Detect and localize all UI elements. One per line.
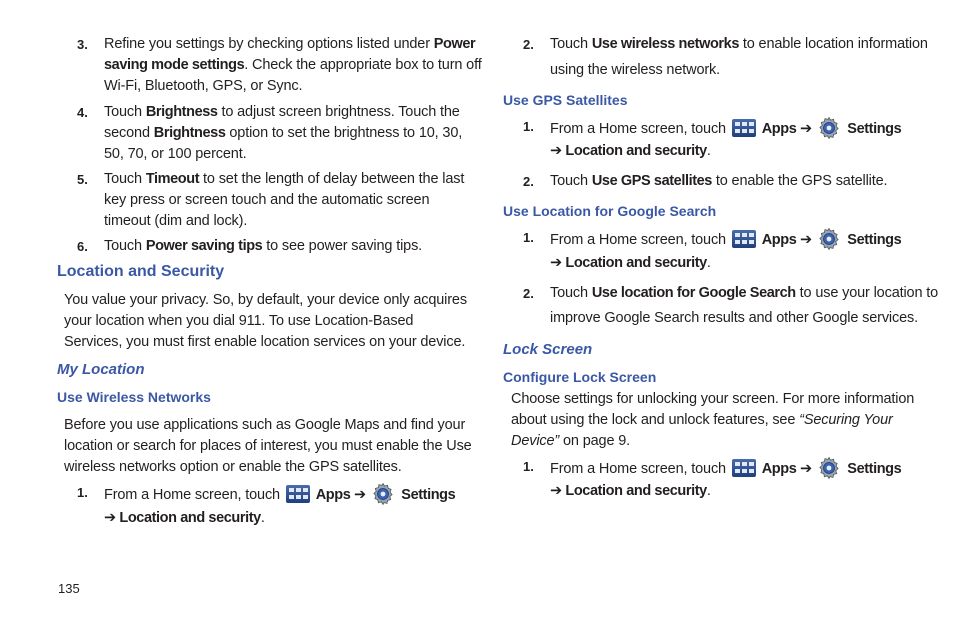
list-item-text: Touch Use location for Google Search to use your location to <box>550 285 939 301</box>
list-item-text: 50, 70, or 100 percent. <box>104 146 247 162</box>
list-item-text: Refine you settings by checking options listed under Power <box>104 36 476 52</box>
apps-icon <box>286 485 310 503</box>
list-item-text: From a Home screen, touch Apps ➔ Settings <box>104 482 455 506</box>
paragraph-text: about using the lock and unlock features, see “Securing Your <box>511 412 893 428</box>
paragraph-text: Choose settings for unlocking your screen. For more information <box>511 391 915 407</box>
list-number: 2. <box>523 286 534 301</box>
settings-gear-icon <box>817 116 841 140</box>
list-item-text: second Brightness option to set the brightness to 10, 30, <box>104 125 463 141</box>
list-item-text: From a Home screen, touch Apps ➔ Settings <box>550 116 901 140</box>
list-item-text: Touch Use GPS satellites to enable the GPS satellite. <box>550 173 888 189</box>
list-item-text: saving mode settings. Check the appropriate box to turn off <box>104 57 482 73</box>
subsection-heading: My Location <box>57 361 145 378</box>
topic-heading: Use GPS Satellites <box>503 92 628 108</box>
list-item-text: Wi-Fi, Bluetooth, GPS, or Sync. <box>104 78 303 94</box>
list-item-text: Touch Brightness to adjust screen brightness. Touch the <box>104 104 460 120</box>
paragraph-text: Services, you must first enable location services on your device. <box>64 334 466 350</box>
list-number: 5. <box>77 172 88 187</box>
list-item-text: key press or screen touch and the automatic screen <box>104 192 430 208</box>
list-number: 3. <box>77 37 88 52</box>
list-number: 1. <box>77 485 88 500</box>
list-number: 4. <box>77 105 88 120</box>
paragraph-text: location or search for places of interest, you must enable the Use <box>64 438 472 454</box>
topic-heading: Use Wireless Networks <box>57 389 211 405</box>
paragraph-text: Before you use applications such as Google Maps and find your <box>64 417 466 433</box>
list-item-text: Touch Use wireless networks to enable location information <box>550 36 928 52</box>
paragraph-text: wireless networks option or enable the GPS satellites. <box>64 459 402 475</box>
list-number: 1. <box>523 119 534 134</box>
list-item-text: ➔ Location and security. <box>104 510 265 526</box>
list-item-text: Touch Timeout to set the length of delay between the last <box>104 171 465 187</box>
list-number: 1. <box>523 230 534 245</box>
page-number: 135 <box>58 581 80 596</box>
settings-gear-icon <box>817 456 841 480</box>
list-number: 6. <box>77 239 88 254</box>
apps-icon <box>732 230 756 248</box>
list-item-text: ➔ Location and security. <box>550 255 711 271</box>
subsection-heading: Lock Screen <box>503 341 593 358</box>
list-item-text: Touch Power saving tips to see power saving tips. <box>104 238 423 254</box>
settings-gear-icon <box>371 482 395 506</box>
list-number: 2. <box>523 174 534 189</box>
section-heading: Location and Security <box>57 263 225 280</box>
paragraph-text: Device” on page 9. <box>511 433 631 449</box>
list-item-text: ➔ Location and security. <box>550 143 711 159</box>
list-item-text: timeout (dim and lock). <box>104 213 248 229</box>
list-item-text: From a Home screen, touch Apps ➔ Settings <box>550 456 901 480</box>
list-number: 1. <box>523 459 534 474</box>
settings-gear-icon <box>817 227 841 251</box>
list-item-text: From a Home screen, touch Apps ➔ Settings <box>550 227 901 251</box>
list-item-text: ➔ Location and security. <box>550 483 711 499</box>
apps-icon <box>732 459 756 477</box>
topic-heading: Configure Lock Screen <box>503 369 657 385</box>
list-item-text: using the wireless network. <box>550 62 721 78</box>
paragraph-text: your location when you dial 911. To use Location-Based <box>64 313 414 329</box>
list-item-text: improve Google Search results and other Google services. <box>550 310 918 326</box>
topic-heading: Use Location for Google Search <box>503 203 717 219</box>
list-number: 2. <box>523 37 534 52</box>
paragraph-text: You value your privacy. So, by default, your device only acquires <box>64 292 467 308</box>
apps-icon <box>732 119 756 137</box>
